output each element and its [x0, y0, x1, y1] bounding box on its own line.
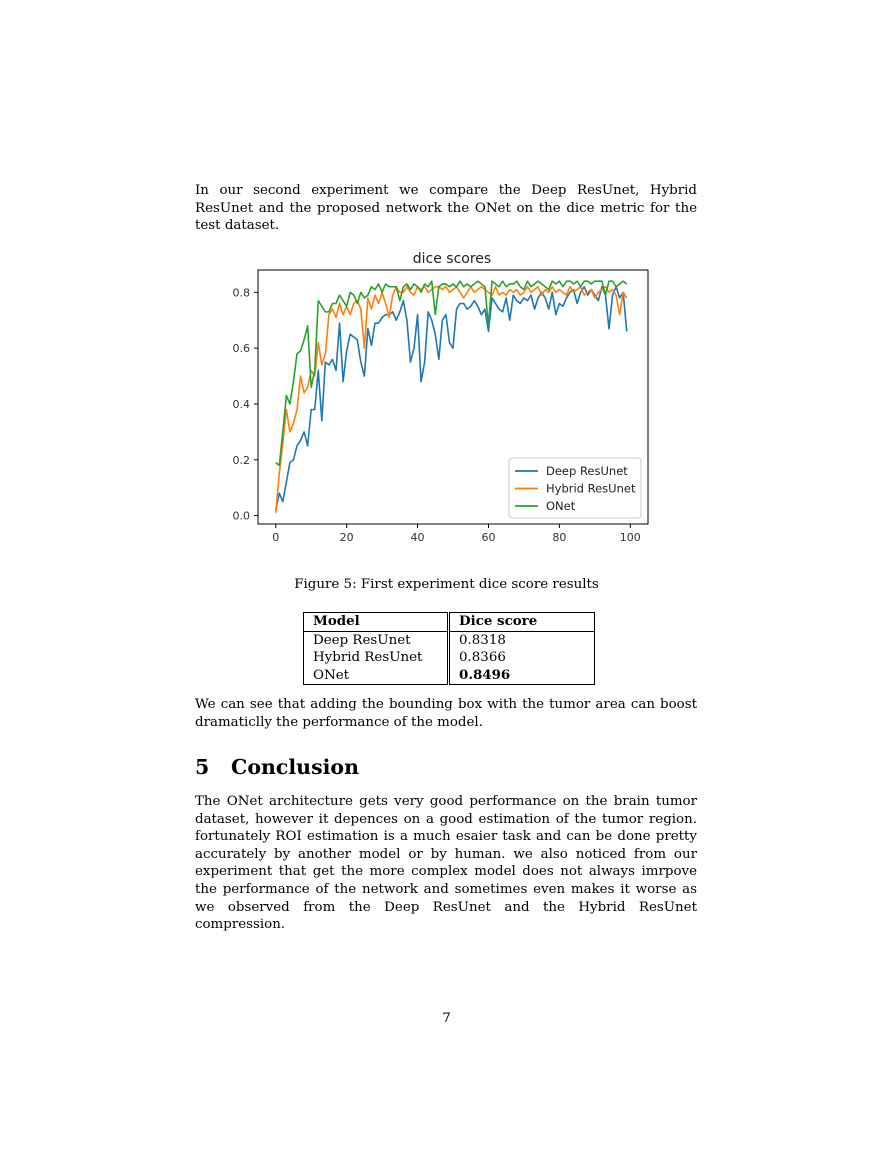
- section-heading: [195, 755, 359, 779]
- legend-label: Hybrid ResUnet: [546, 481, 636, 496]
- x-tick-label: 0: [272, 531, 280, 544]
- results-table: [303, 612, 595, 685]
- observation-paragraph: We can see that adding the bounding box with the tumor area can boost dramaticlly the performance of the model.: [195, 697, 697, 730]
- table-cell-score: 0.8366: [459, 650, 506, 665]
- section-number: 5: [195, 755, 210, 779]
- page-number: 7: [442, 1011, 451, 1026]
- legend-label: ONet: [546, 499, 576, 513]
- intro-paragraph: In our second experiment we compare the Deep ResUnet, Hybrid ResUnet and the proposed network the ONet on the dice metric for the test dataset.: [195, 183, 697, 234]
- legend-label: Deep ResUnet: [546, 464, 628, 478]
- y-tick-label: 0.2: [232, 453, 250, 467]
- table-row: [304, 649, 595, 667]
- table-cell-model: Hybrid ResUnet: [304, 649, 449, 667]
- dice-scores-chart: [210, 244, 670, 554]
- y-tick-label: 0.8: [232, 286, 250, 300]
- table-row: [304, 631, 595, 649]
- x-tick-label: 40: [410, 531, 425, 544]
- section-title: Conclusion: [231, 755, 359, 779]
- y-tick-label: 0.0: [232, 509, 250, 523]
- dice-scores-figure: [210, 244, 670, 554]
- x-tick-label: 60: [481, 531, 496, 544]
- series-line-onet: [276, 281, 627, 465]
- x-tick-label: 80: [552, 531, 567, 544]
- table-cell-model: Deep ResUnet: [304, 631, 449, 649]
- table-header-row: [304, 613, 595, 632]
- table-cell-score-best: 0.8496: [459, 666, 511, 683]
- x-tick-label: 20: [339, 531, 354, 544]
- table-header-model: Model: [304, 613, 449, 632]
- table-cell-score: 0.8318: [459, 632, 506, 648]
- table-cell-model: ONet: [304, 667, 449, 685]
- chart-title: dice scores: [412, 251, 492, 267]
- table-row: [304, 667, 595, 685]
- y-tick-label: 0.4: [232, 397, 250, 411]
- figure-caption: Figure 5: First experiment dice score results: [294, 577, 599, 592]
- y-tick-label: 0.6: [232, 342, 250, 356]
- x-tick-label: 100: [619, 531, 641, 544]
- chart-legend: [509, 458, 641, 518]
- table-header-dice: Dice score: [449, 613, 595, 632]
- conclusion-paragraph: The ONet architecture gets very good performance on the brain tumor dataset, however it depences on a good estimation of the tumor region. fortunately ROI estimation is a much esaier task and can be done pretty accurately by another model or by human. we also noticed from our experiment that get the more complex model does not always imrpove the performance of the network and sometimes even makes it worse as we observed from the Deep ResUnet and the Hybrid ResUnet compression.: [195, 794, 697, 933]
